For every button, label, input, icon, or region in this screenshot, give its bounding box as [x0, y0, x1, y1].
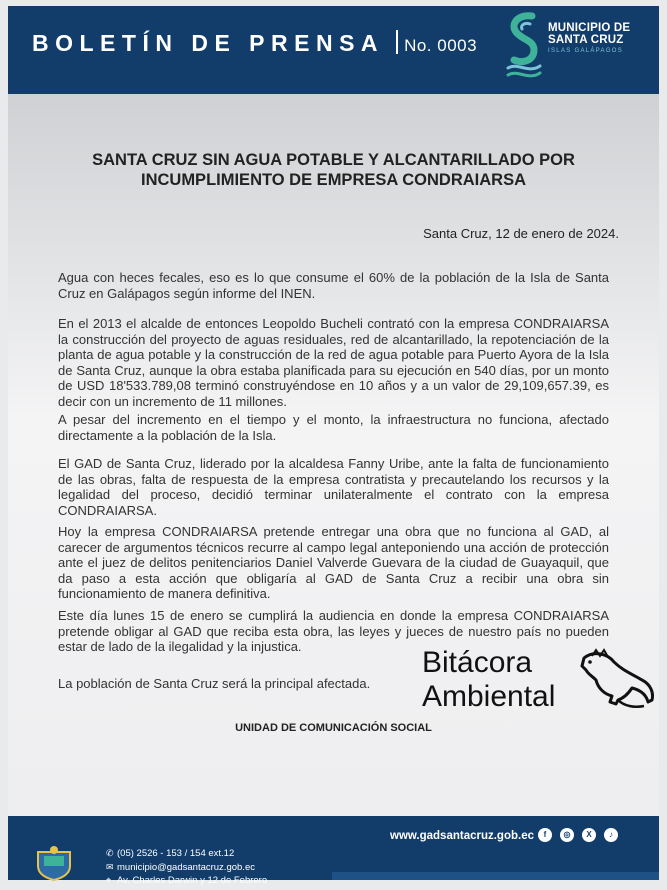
mail-icon: ✉ — [106, 862, 114, 872]
press-release-card — [8, 6, 659, 886]
facebook-icon[interactable]: f — [538, 828, 552, 842]
watermark — [416, 646, 659, 722]
watermark-line1: Bitácora — [422, 646, 533, 679]
iguana-icon — [578, 644, 658, 710]
paragraph-6: Este día lunes 15 de enero se cumplirá la audiencia en donde la empresa CONDRAIARSA pretende obligar al GAD que reciba esta obra, las leyes y jueces de nuestro país no pueden estar de lado de la ilegalidad y la injustica. — [58, 608, 609, 655]
contact-address: ⌖ Av. Charles Darwin y 12 de Febrero — [106, 875, 268, 886]
instagram-icon[interactable]: ◎ — [560, 828, 574, 842]
municipality-name: MUNICIPIO DE SANTA CRUZ ISLAS GALÁPAGOS — [548, 22, 631, 54]
watermark-line2: Ambiental — [422, 680, 556, 713]
tiktok-icon[interactable]: ♪ — [604, 828, 618, 842]
paragraph-4: El GAD de Santa Cruz, liderado por la alcaldesa Fanny Uribe, ante la falta de funcionamiento de las obras, falta de respuesta de la empresa contratista y precautelando los recursos y la legalidad del proceso, decidió terminar unilateralmente el contrato con la empresa CONDRAIARSA. — [58, 456, 609, 518]
x-icon[interactable]: X — [582, 828, 596, 842]
paragraph-1: Agua con heces fecales, eso es lo que consume el 60% de la población de la Isla de Santa Cruz en Galápagos según informe del INEN. — [58, 270, 609, 301]
paragraph-3: A pesar del incremento en el tiempo y el monto, la infraestructura no funciona, afectado directamente a la población de la Isla. — [58, 412, 609, 443]
signature: UNIDAD DE COMUNICACIÓN SOCIAL — [235, 722, 432, 734]
contact-email[interactable]: ✉ municipio@gadsantacruz.gob.ec — [106, 862, 255, 873]
dateline: Santa Cruz, 12 de enero de 2024. — [423, 226, 619, 241]
paragraph-2: En el 2013 el alcalde de entonces Leopoldo Bucheli contrató con la empresa CONDRAIARSA la construcción del proyecto de aguas residuales, red de alcantarillado, la repotenciación de la planta de agua potable y la construcción de la red de agua potable para Puerto Ayora de la Isla de Santa Cruz, aunque la obra estaba planificada para su ejecución en 540 días, por un monto de USD 18'533.789,08 terminó construyéndose en 10 años y a un valor de 29,109,657.39, es decir con un incremento de 11 millones. — [58, 316, 609, 409]
municipality-logo-icon — [504, 10, 544, 82]
footer-bar — [8, 816, 659, 886]
paragraph-5: Hoy la empresa CONDRAIARSA pretende entregar una obra que no funciona al GAD, al carecer de argumentos técnicos recurre al campo legal anteponiendo una acción de protección ante el juez de delitos penitenciarios Daniel Valverde Guevara de la ciudad de Guayaquil, que da paso a esta acción que obligaría al GAD de Santa Cruz a recibir una obra sin funcionamiento de manera definitiva. — [58, 524, 609, 602]
bulletin-number: No. 0003 — [404, 36, 478, 55]
contact-phone: ✆ (05) 2526 - 153 / 154 ext.12 — [106, 848, 235, 859]
headline: SANTA CRUZ SIN AGUA POTABLE Y ALCANTARILLADO POR INCUMPLIMIENTO DE EMPRESA CONDRAIARSA — [92, 151, 575, 189]
coat-of-arms-icon — [32, 844, 76, 880]
bulletin-title: BOLETÍN DE PRENSA No. 0003 — [32, 30, 478, 56]
document-body — [8, 94, 659, 816]
paragraph-7: La población de Santa Cruz será la principal afectada. — [58, 676, 371, 691]
footer-strip — [332, 872, 659, 880]
website-link[interactable]: www.gadsantacruz.gob.ec — [390, 830, 534, 842]
header-bar — [8, 6, 659, 94]
phone-icon: ✆ — [106, 848, 114, 858]
location-icon: ⌖ — [106, 875, 112, 885]
